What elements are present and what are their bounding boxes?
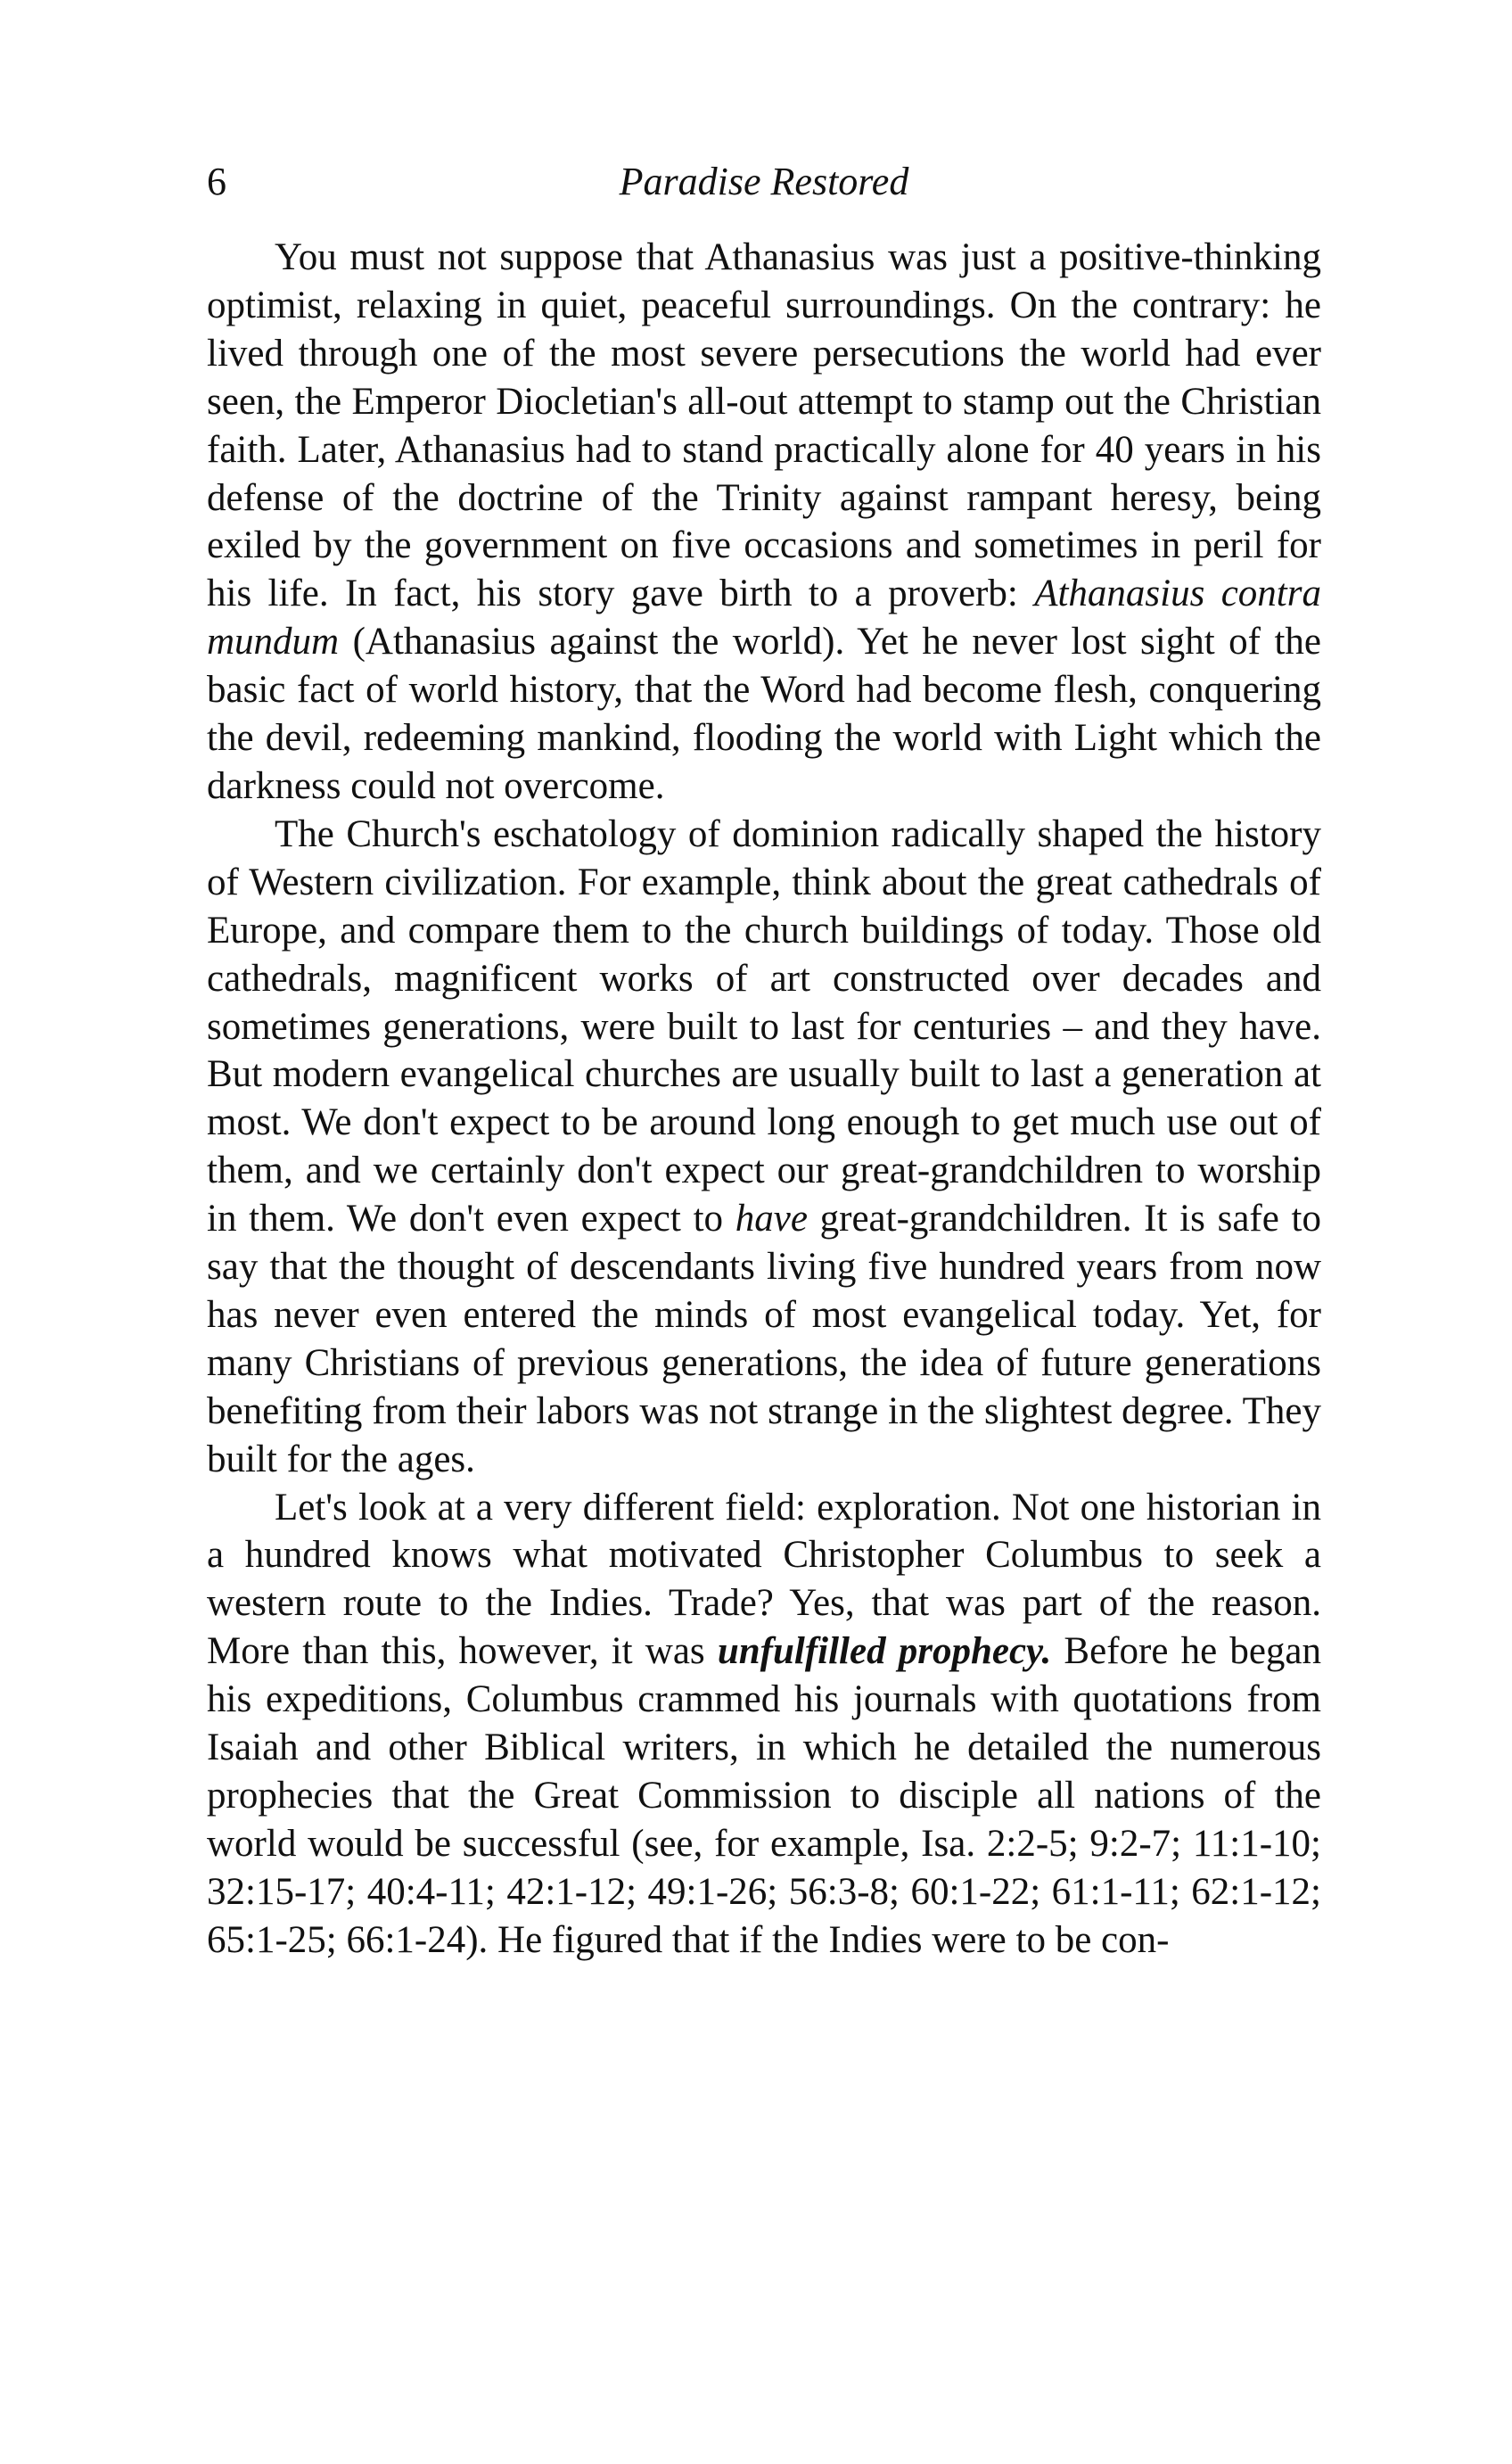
running-head [207, 159, 1321, 212]
paragraph-eschatology [207, 811, 1321, 1484]
body-text [207, 234, 1321, 1965]
page-number: 6 [207, 160, 226, 203]
bold-italic-phrase: unfulfilled prophecy. [717, 1630, 1052, 1673]
italic-phrase: Athanasius contra mundum [207, 573, 1321, 663]
italic-word: have [735, 1198, 808, 1240]
paragraph-text: Before he began his expeditions, Columbus crammed his journals with quotations from Isaiah and other Biblical writers, in which he detailed the numerous prophecies that the Great Commission to disciple all nations of the world would be successful (see, for example, Isa. 2:2-5; 9:2-7; 11:1-10; 32:15-17; 40:4-11; 42:1-12; 49:1-26; 56:3-8; 60:1-22; 61:1-11; 62:1-12; 65:1-25; 66:1-24). He figured that if the Indies were to be con- [207, 1630, 1321, 1961]
paragraph-text: great-grandchildren. It is safe to say that the thought of descendants living five hundred years from now has never even entered the minds of most evangelical today. Yet, for many Christians of previous generations, the idea of future generations benefiting from their labors was not strange in the slightest degree. They built for the ages. [207, 1198, 1321, 1480]
paragraph-exploration [207, 1484, 1321, 1965]
paragraph-text: (Athanasius against the world). Yet he never lost sight of the basic fact of world history, that the Word had become flesh, conquering the devil, redeeming mankind, flooding the world with Light which the darkness could not overcome. [207, 621, 1321, 807]
running-title: Paradise Restored [619, 160, 909, 203]
paragraph-text: You must not suppose that Athanasius was just a positive-thinking optimist, relaxing in quiet, peaceful surroundings. On the contrary: he lived through one of the most severe persecutions the world had ever seen, the Emperor Diocletian's all-out attempt to stamp out the Christian faith. Later, Athanasius had to stand practically alone for 40 years in his defense of the doctrine of the Trinity against rampant heresy, being exiled by the government on five occasions and sometimes in peril for his life. In fact, his story gave birth to a proverb: [207, 236, 1321, 615]
paragraph-text: The Church's eschatology of dominion radically shaped the history of Western civilization. For example, think about the great cathedrals of Europe, and compare them to the church buildings of today. Those old cathedrals, magnificent works of art constructed over decades and sometimes generations, were built to last for centuries – and they have. But modern evangelical churches are usually built to last a generation at most. We don't expect to be around long enough to get much use out of them, and we certainly don't expect our great-grandchildren to worship in them. We don't even expect to [207, 812, 1321, 1240]
paragraph-athanasius [207, 234, 1321, 811]
paragraph-text: Let's look at a very different field: exploration. Not one historian in a hundred knows what motivated Christopher Columbus to seek a western route to the Indies. Trade? Yes, that was part of the reason. More than this, however, it was [207, 1486, 1321, 1673]
